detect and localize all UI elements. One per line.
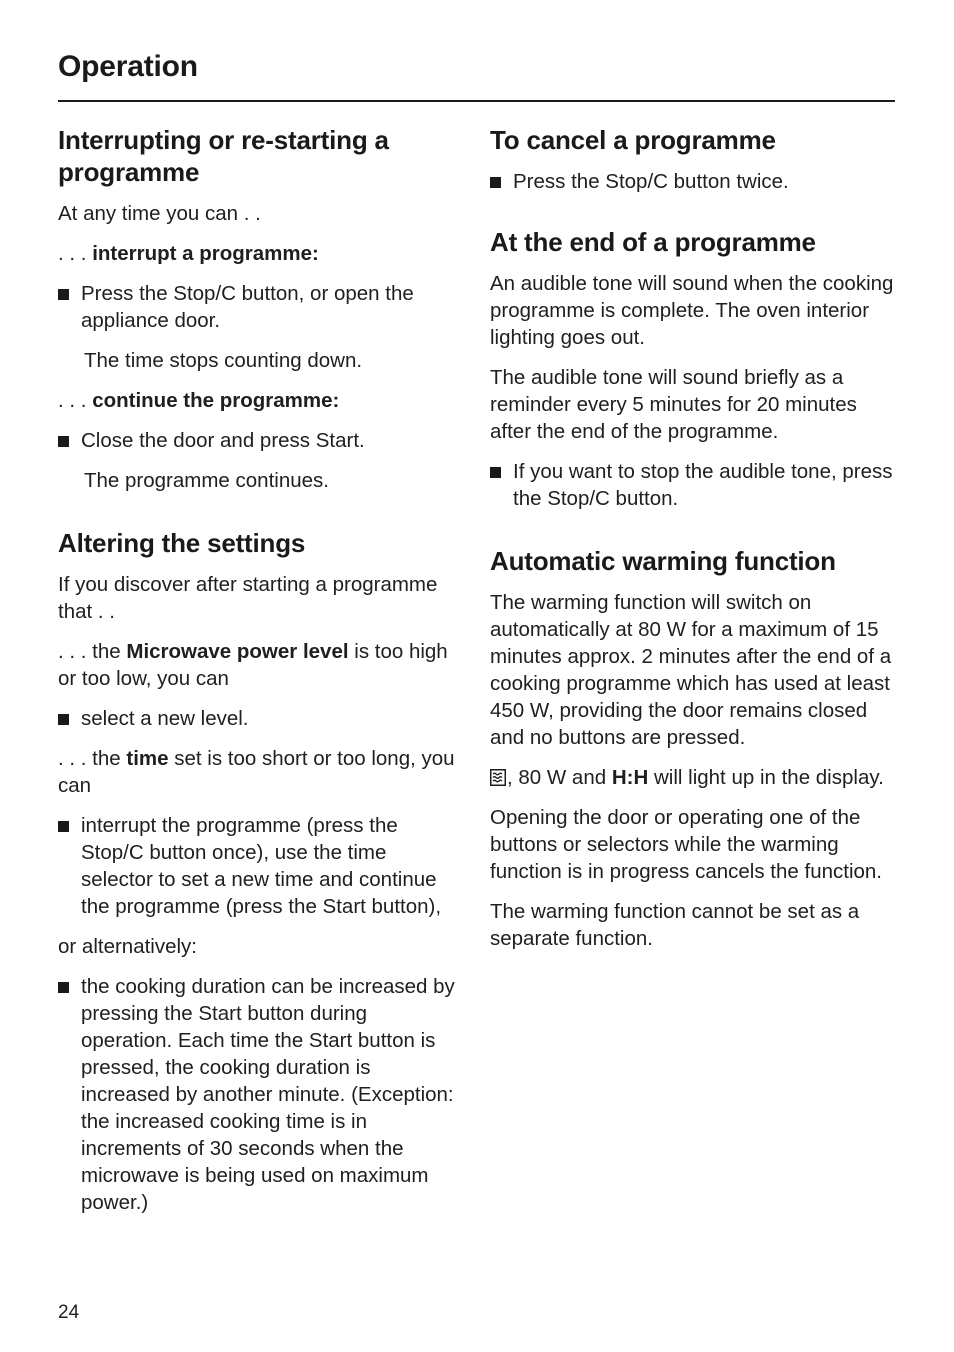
body-text: The warming function will switch on automatically at 80 W for a maximum of 15 minutes approx. 2 minutes after the end of a cooking programme which has used at least 450 W, providing the door remains closed and no buttons are pressed. [490, 591, 892, 749]
display-post: will light up in the display. [648, 766, 884, 789]
alternative-text: or alternatively: [58, 935, 198, 958]
lead-dots: . . . [58, 389, 93, 412]
bullet-text: Close the door and press Start. [81, 429, 365, 452]
bullet-square-icon [490, 177, 501, 188]
bullet-item [490, 458, 896, 512]
body-text: The audible tone will sound briefly as a reminder every 5 minutes for 20 minutes after the end of the programme. [490, 366, 857, 443]
display-pre: , 80 W and [507, 766, 612, 789]
body-text: Opening the door or operating one of the buttons or selectors while the warming function is in progress cancels the function. [490, 806, 882, 883]
bullet-square-icon [58, 821, 69, 832]
body-text: The warming function cannot be set as a separate function. [490, 900, 860, 950]
bullet-text: select a new level. [81, 707, 249, 730]
bullet-square-icon [58, 289, 69, 300]
lead-bold: continue the programme: [92, 389, 340, 412]
condition-bold: Microwave power level [126, 640, 349, 663]
bullet-item [58, 427, 458, 454]
bullet-item [490, 168, 896, 195]
bullet-square-icon [58, 982, 69, 993]
body-text: An audible tone will sound when the cooking programme is complete. The oven interior lighting goes out. [490, 272, 894, 349]
bullet-text: If you want to stop the audible tone, press the Stop/C button. [513, 460, 893, 510]
right-column [490, 124, 896, 965]
condition-bold: time [126, 747, 169, 770]
bullet-square-icon [58, 714, 69, 725]
section-title-cancel: To cancel a programme [490, 125, 776, 155]
display-text [490, 764, 896, 791]
intro-text: If you discover after starting a programme that . . [58, 573, 438, 623]
condition-pre: . . . the [58, 747, 127, 770]
page-number: 24 [58, 1302, 80, 1323]
result-text: The programme continues. [84, 469, 329, 492]
section-title-warming: Automatic warming function [490, 546, 836, 576]
bullet-square-icon [490, 467, 501, 478]
bullet-item [58, 280, 458, 334]
bullet-item [58, 705, 458, 732]
condition-post: is too high or too low, you can [58, 640, 448, 690]
display-bold: H:H [611, 766, 649, 789]
lead-interrupt [58, 240, 458, 267]
bullet-square-icon [58, 436, 69, 447]
section-title-end: At the end of a programme [490, 227, 816, 257]
section-title-altering: Altering the settings [58, 528, 306, 558]
intro-text: At any time you can . . [58, 202, 261, 225]
microwave-symbol-icon [490, 769, 506, 786]
condition-pre: . . . the [58, 640, 127, 663]
bullet-text: interrupt the programme (press the Stop/C button once), use the time selector to set a new time and continue the programme (press the Start button), [81, 814, 442, 918]
bullet-item [58, 973, 458, 1216]
result-text: The time stops counting down. [84, 349, 363, 372]
bullet-text: the cooking duration can be increased by pressing the Start button during operation. Each time the Start button is pressed, the cooking duration is increased by another minute. (Exception: the increased cooking time is in increments of 30 seconds when the microwave is being used on maximum power.) [81, 975, 455, 1214]
lead-bold: interrupt a programme: [92, 242, 319, 265]
title-rule [58, 100, 895, 102]
bullet-text: Press the Stop/C button, or open the appliance door. [81, 282, 414, 332]
condition-time [58, 745, 458, 799]
page-title: Operation [58, 50, 198, 83]
section-title-interrupting: Interrupting or re-starting a programme [58, 125, 389, 187]
condition-post: set is too short or too long, you can [58, 747, 455, 797]
condition-power [58, 638, 458, 692]
left-column [58, 124, 458, 1229]
bullet-item [58, 812, 458, 920]
bullet-text: Press the Stop/C button twice. [513, 170, 789, 193]
lead-dots: . . . [58, 242, 93, 265]
lead-continue [58, 387, 458, 414]
